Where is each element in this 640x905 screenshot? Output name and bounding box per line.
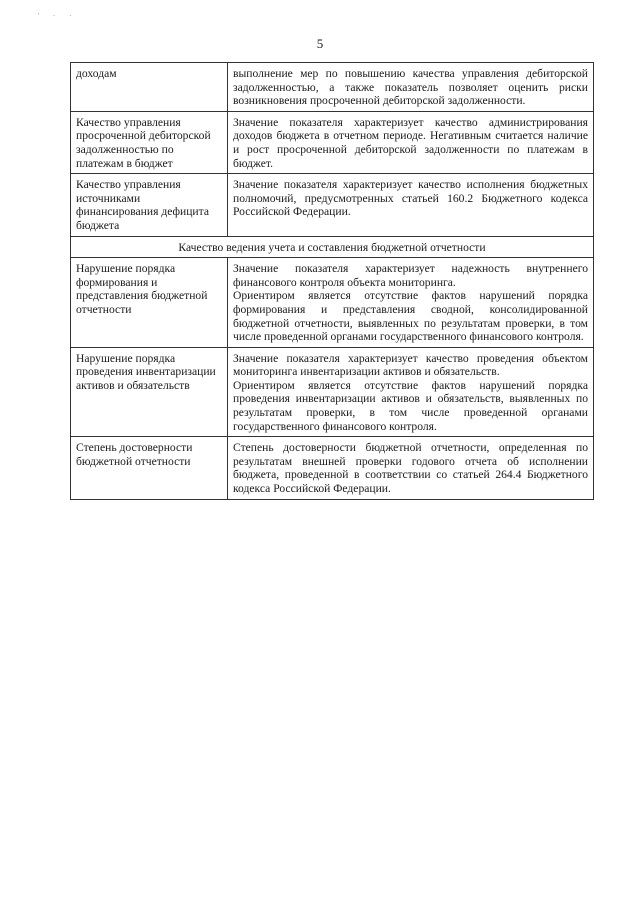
indicator-description-cell [228,174,594,236]
table-row [71,63,594,112]
section-header-row [71,236,594,258]
page-number: 5 [316,36,324,51]
table-row [71,258,594,348]
table-row [71,437,594,499]
description-paragraph: Ориентиром является отсутствие фактов нарушений порядка проведения инвентаризации активов и обязательств, выявленных по результатам проверки, в том числе проведенной органами государственного финансового контроля. [233,378,588,433]
description-paragraph: Ориентиром является отсутствие фактов нарушений порядка формирования и представления сводной, консолидированной бюджетной отчетности, выявленных по результатам проверки, в том числе проведенной органами государственного финансового контроля. [233,289,588,344]
description-paragraph: Значение показателя характеризует качество исполнения бюджетных полномочий, предусмотренных статьей 160.2 Бюджетного кодекса Российской Федерации. [233,178,588,219]
description-paragraph: выполнение мер по повышению качества управления дебиторской задолженностью, а также показатель позволяет оценить риски возникновения просроченной дебиторской задолженности. [233,67,588,108]
description-paragraph: Значение показателя характеризует надежность внутреннего финансового контроля объекта мониторинга. [233,262,588,289]
indicator-description-cell [228,258,594,348]
indicator-description-cell [228,437,594,499]
scan-marks: ' · · [38,12,78,20]
indicator-name-cell: Нарушение порядка проведения инвентаризации активов и обязательств [71,347,228,437]
indicator-name-cell: Степень достоверности бюджетной отчетности [71,437,228,499]
description-paragraph: Значение показателя характеризует качество администрирования доходов бюджета в отчетном периоде. Негативным считается наличие и рост просроченной дебиторской задолженности по платежам в бюджет. [233,115,588,170]
description-paragraph: Значение показателя характеризует качество проведения объектом мониторинга инвентаризации активов и обязательств. [233,351,588,379]
table-row [71,111,594,173]
indicator-description-cell [228,111,594,173]
description-paragraph: Степень достоверности бюджетной отчетности, определенная по результатам внешней проверки годового отчета об исполнении бюджета, проведенной в соответствии со статьей 264.4 Бюджетного кодекса Российской Федерации. [233,441,588,496]
indicator-description-cell [228,63,594,112]
indicator-name-cell: Нарушение порядка формирования и представления бюджетной отчетности [71,258,228,348]
table-row [71,174,594,236]
indicator-description-cell [228,347,594,437]
indicator-name-cell: доходам [71,63,228,112]
indicator-name-cell: Качество управления просроченной дебиторской задолженностью по платежам в бюджет [71,111,228,173]
indicator-table [70,62,594,500]
indicator-name-cell: Качество управления источниками финансирования дефицита бюджета [71,174,228,236]
table-row [71,347,594,437]
section-header: Качество ведения учета и составления бюджетной отчетности [71,236,594,258]
